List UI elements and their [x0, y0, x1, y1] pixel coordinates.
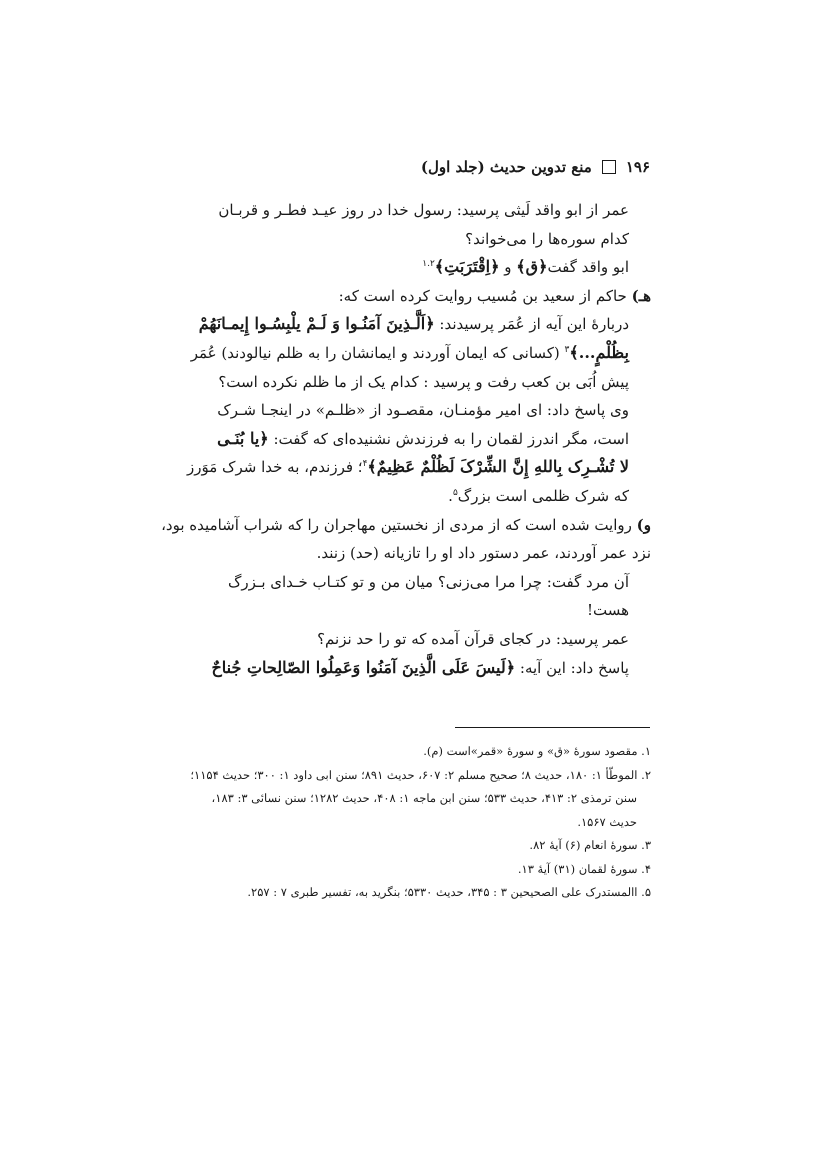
quran-quote: ﴿اَلَّـذِینَ آمَنُـوا وَ لَـمْ یلْبِسُـوا إِیمـانَهُمْ — [198, 314, 435, 334]
text-line: ابو واقد گفت﴿ق﴾ و ﴿اِقْتَرَبَتِ﴾$^{۱.۲}$ — [422, 257, 629, 277]
text-line: عمر از ابو واقد لَیثی پرسید: رسول خدا در روز عیـد فطـر و قربـان — [218, 201, 629, 219]
text-line: بِظُلْمٍ...﴾$^۳$ (کسانی که ایمان آوردند و ایمانشان را به ظلم نیالودند) عُمَر — [190, 342, 629, 362]
text-line: و) روایت شده است که از مردی از نخستین مهاجران را که شراب آشامیده بود، — [161, 515, 651, 534]
running-header — [180, 158, 650, 176]
text-line: است، مگر اندرز لقمان را به فرزندش نشنیده‌ای که گفت: ﴿یا بُنَـی — [217, 428, 629, 448]
footnote-ref: ۳ — [564, 344, 570, 355]
footnote-ref: ۴ — [362, 459, 368, 470]
quran-quote: لا تُشْـرِک بِاللهِ إِنَّ الشِّرْکَ لَظُلْمٌ عَظِیمٌ﴾ — [367, 457, 629, 477]
text-line: کدام سوره‌ها را می‌خواند؟ — [465, 229, 629, 248]
text-line: دربارۀ این آیه از عُمَر پرسیدند: ﴿اَلَّـذِینَ آمَنُـوا وَ لَـمْ یلْبِسُـوا إِیمـانَهُمْ — [198, 314, 629, 334]
quran-quote: بِظُلْمٍ...﴾ — [569, 342, 629, 362]
section-marker: و) — [636, 515, 651, 534]
text-line: هست! — [586, 601, 629, 620]
text-line: آن مرد گفت: چرا مرا می‌زنی؟ میان من و تو کتـاب خـدای بـزرگ — [227, 572, 629, 591]
footnote: ۳. سورۀ انعام (۶) آیۀ ۸۲. — [529, 838, 651, 852]
text-line: عمر پرسید: در کجای قرآن آمده که تو را حد نزنم؟ — [317, 629, 629, 648]
footnote-continuation: حدیث ۱۵۶۷. — [577, 814, 637, 829]
page-number: ۱۹۶ — [625, 158, 650, 176]
text-line: که شرک ظلمی است بزرگ$^۵$. — [448, 486, 629, 505]
text-line: پاسخ داد: این آیه: ﴿لَیسَ عَلَی الَّذِینَ آمَنُوا وَعَمِلُوا الصّالِحاتِ جُناحٌ — [211, 657, 629, 677]
text-line: وی پاسخ داد: ای امیر مؤمنـان، مقصـود از «ظلـم» در اینجـا شـرک — [217, 401, 629, 420]
footnote-separator — [455, 727, 650, 728]
text-line: لا تُشْـرِک بِاللهِ إِنَّ الشِّرْکَ لَظُلْمٌ عَظِیمٌ﴾$^۴$؛ فرزندم، به خدا شرک مَوَرز — [187, 457, 629, 477]
quran-quote: ﴿اِقْتَرَبَتِ﴾ — [434, 257, 500, 277]
footnote: ۴. سورۀ لقمان (۳۱) آیۀ ۱۳. — [517, 861, 651, 876]
footnote-continuation: سنن ترمذی ۲: ۴۱۳، حدیث ۵۳۳؛ سنن ابن ماجه ۱: ۴۰۸، حدیث ۱۲۸۲؛ سنن نسائی ۳: ۱۸۳، — [211, 791, 637, 805]
text-line: نزد عمر آوردند، عمر دستور داد او را تازیانه (حد) زنند. — [316, 544, 651, 563]
square-box-icon — [602, 160, 616, 174]
quran-quote: ﴿یا بُنَـی — [217, 428, 269, 448]
footnote: ۵. االمستدرک علی الصحیحین ۳ : ۳۴۵، حدیث ۵۳۳۰؛ بنگرید به، تفسیر طبری ۷ : ۲۵۷. — [247, 885, 651, 899]
footnote-ref: ۱.۲ — [422, 259, 435, 270]
footnote-ref: ۵ — [452, 487, 458, 498]
footnotes — [176, 740, 651, 905]
quran-quote: ﴿لَیسَ عَلَی الَّذِینَ آمَنُوا وَعَمِلُوا الصّالِحاتِ جُناحٌ — [211, 657, 516, 677]
footnote: ۱. مقصود سورۀ «ق» و سورۀ «قمر»است (م). — [423, 744, 651, 758]
main-text — [161, 196, 651, 682]
book-title: منع تدوین حدیث (جلد اول) — [420, 158, 592, 176]
footnote: ۲. الموطّأ ۱: ۱۸۰، حدیث ۸؛ صحیح مسلم ۲: ۶۰۷، حدیث ۸۹۱؛ سنن ابی داود ۱: ۳۰۰؛ حدیث ۱۱۵۴؛ — [190, 767, 651, 782]
text-line: پیش اُبَی بن کعب رفت و پرسید : کدام یک از ما ظلم نکرده است؟ — [218, 372, 629, 391]
section-marker: هـ) — [631, 286, 651, 305]
quran-quote: ﴿ق﴾ — [516, 257, 548, 277]
text-line: هـ) حاکم از سعید بن مُسیب روایت کرده است که: — [338, 286, 651, 305]
